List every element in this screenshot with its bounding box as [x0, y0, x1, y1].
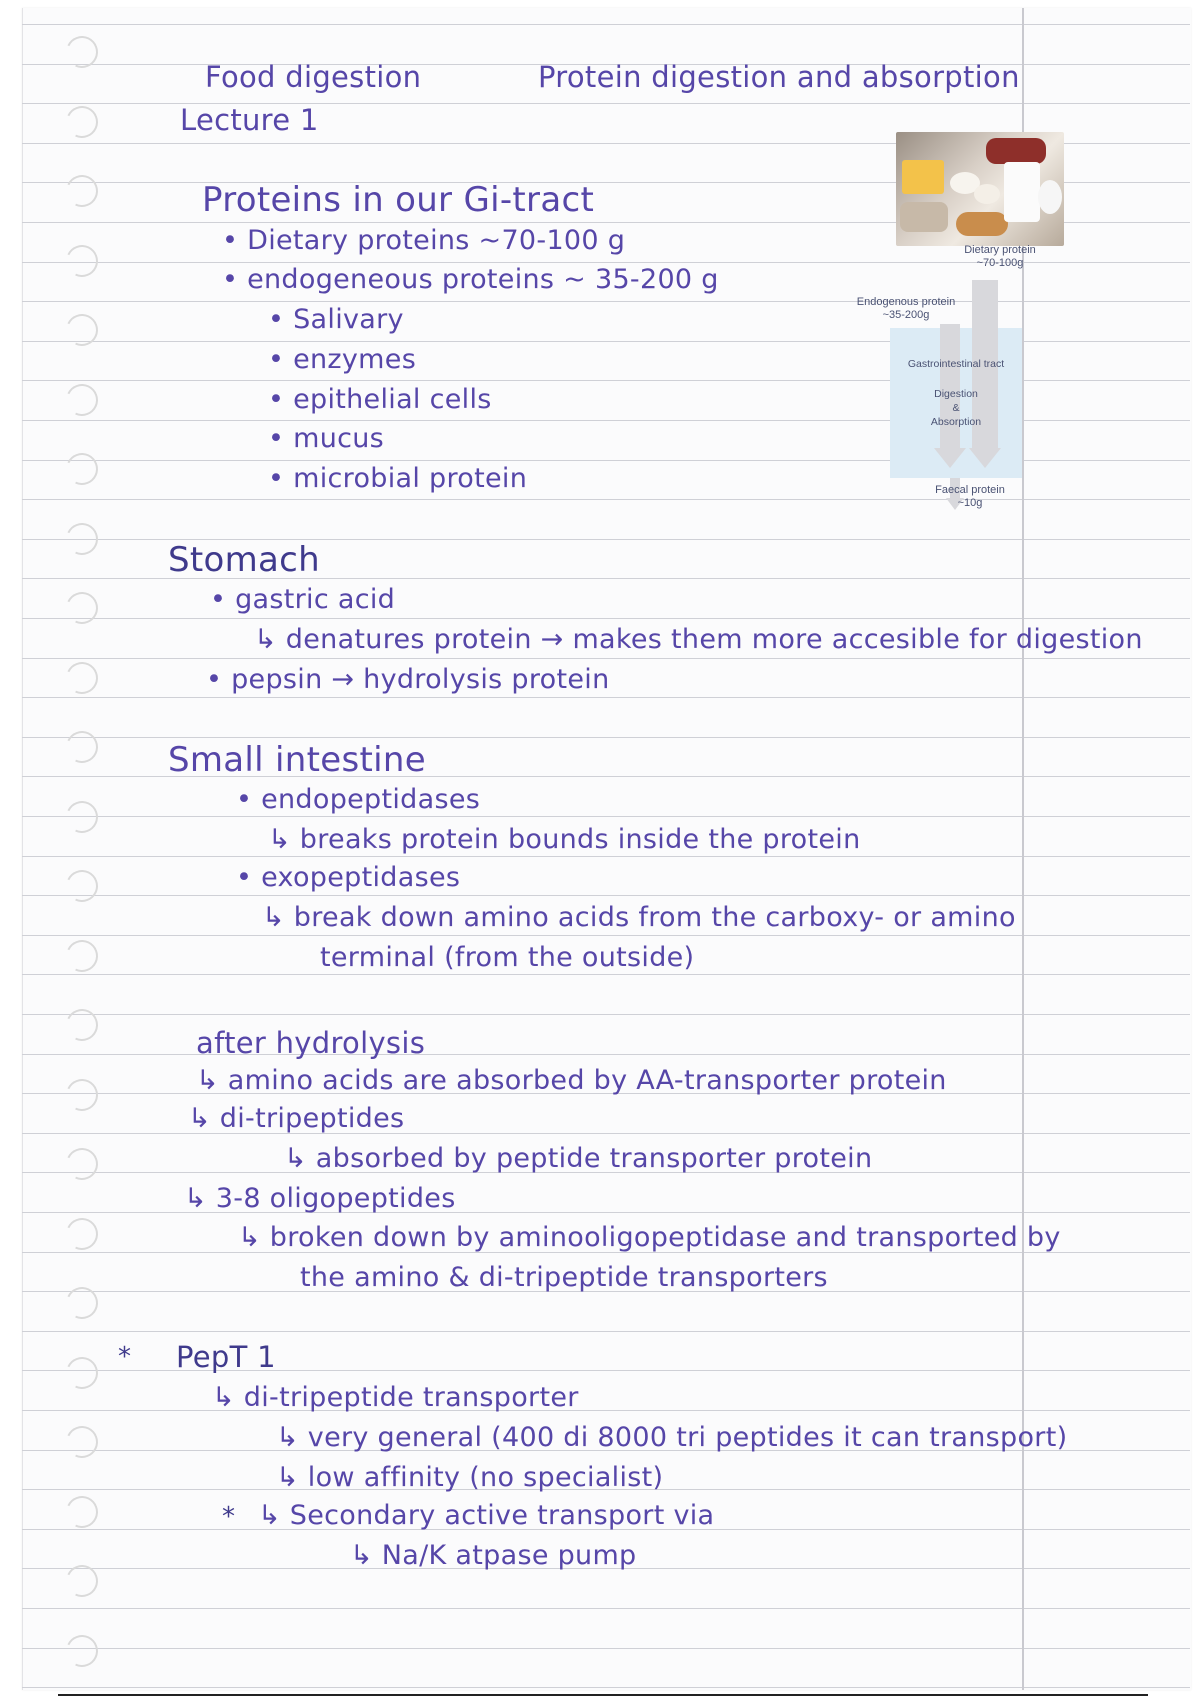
absorption-label: Absorption: [930, 416, 982, 428]
gi-tract-label: Gastrointestinal tract: [907, 358, 1005, 370]
ruled-line: [22, 1648, 1190, 1649]
ruled-line: [22, 1410, 1190, 1411]
ruled-line: [22, 737, 1190, 738]
ampersand-label: &: [952, 402, 960, 414]
pept1-point: ↳ di-tripeptide transporter: [212, 1382, 579, 1413]
endogenous-proteins: • endogeneous proteins ~ 35-200 g: [222, 264, 719, 295]
gi-tract-heading: Proteins in our Gi-tract: [202, 180, 595, 220]
stomach-heading: Stomach: [168, 540, 321, 580]
source-item: • Salivary: [268, 304, 404, 335]
exopeptidases: • exopeptidases: [236, 862, 461, 893]
ruled-line: [22, 697, 1190, 698]
page-bottom-edge: [58, 1694, 1148, 1696]
source-item: • epithelial cells: [268, 384, 492, 415]
protein-flow-diagram: [856, 124, 1060, 520]
endogenous-protein-value: ~35-200g: [882, 309, 930, 321]
oligopeptides-effect-cont: the amino & di-tripeptide transporters: [300, 1262, 828, 1293]
endopeptidases-effect: ↳ breaks protein bounds inside the protein: [268, 824, 861, 855]
protein-foods-photo: [896, 132, 1064, 246]
gastric-acid: • gastric acid: [210, 584, 396, 615]
course-title: Food digestion: [205, 60, 422, 94]
star-mark: *: [222, 1502, 235, 1532]
source-item: • enzymes: [268, 344, 417, 375]
endopeptidases: • endopeptidases: [236, 784, 481, 815]
topic-title: Protein digestion and absorption: [538, 60, 1020, 94]
lecture-label: Lecture 1: [180, 103, 319, 137]
oligopeptides: ↳ 3-8 oligopeptides: [184, 1183, 456, 1214]
source-item: • mucus: [268, 423, 385, 454]
pept1-point: ↳ very general (400 di 8000 tri peptides it can transport): [276, 1422, 1068, 1453]
after-hydrolysis-heading: after hydrolysis: [196, 1026, 426, 1060]
ruled-line: [22, 1687, 1190, 1688]
ruled-line: [22, 974, 1190, 975]
ruled-line: [22, 1014, 1190, 1015]
oligopeptides-effect: ↳ broken down by aminooligopeptidase and transported by: [238, 1222, 1061, 1253]
star-mark: *: [118, 1342, 131, 1372]
pept1-point: ↳ Secondary active transport via: [258, 1500, 715, 1531]
source-item: • microbial protein: [268, 463, 528, 494]
ruled-line: [22, 1608, 1190, 1609]
dietary-proteins: • Dietary proteins ~70-100 g: [222, 225, 626, 256]
exopeptidases-effect: ↳ break down amino acids from the carboxy- or amino: [262, 902, 1016, 933]
ruled-line: [22, 935, 1190, 936]
pept1-heading: PepT 1: [176, 1340, 276, 1374]
pepsin: • pepsin → hydrolysis protein: [206, 664, 610, 695]
ruled-line: [22, 816, 1190, 817]
acid-effect: ↳ denatures protein → makes them more accesible for digestion: [254, 624, 1143, 655]
endogenous-arrow-head: [934, 448, 966, 468]
pept1-point: ↳ Na/K atpase pump: [350, 1540, 637, 1571]
ruled-line: [22, 618, 1190, 619]
faecal-protein-label: Faecal protein: [935, 484, 1005, 496]
ruled-line: [22, 895, 1190, 896]
amino-acids-absorbed: ↳ amino acids are absorbed by AA-transporter protein: [196, 1065, 947, 1096]
dietary-protein-label: Dietary protein: [964, 244, 1036, 256]
endogenous-protein-label: Endogenous protein: [856, 296, 956, 308]
dietary-protein-value: ~70-100g: [976, 257, 1024, 269]
di-tripeptides-effect: ↳ absorbed by peptide transporter protein: [284, 1143, 873, 1174]
faecal-protein-value: ~10g: [957, 497, 983, 509]
di-tripeptides: ↳ di-tripeptides: [188, 1103, 405, 1134]
digestion-label: Digestion: [934, 388, 978, 400]
small-intestine-heading: Small intestine: [168, 740, 426, 780]
ruled-line: [22, 1331, 1190, 1332]
ruled-line: [22, 658, 1190, 659]
ruled-line: [22, 856, 1190, 857]
ruled-line: [22, 24, 1190, 25]
endogenous-arrow: [940, 324, 960, 448]
pept1-point: ↳ low affinity (no specialist): [276, 1462, 664, 1493]
dietary-arrow-head: [969, 448, 1001, 468]
exopeptidases-effect-cont: terminal (from the outside): [320, 942, 695, 973]
